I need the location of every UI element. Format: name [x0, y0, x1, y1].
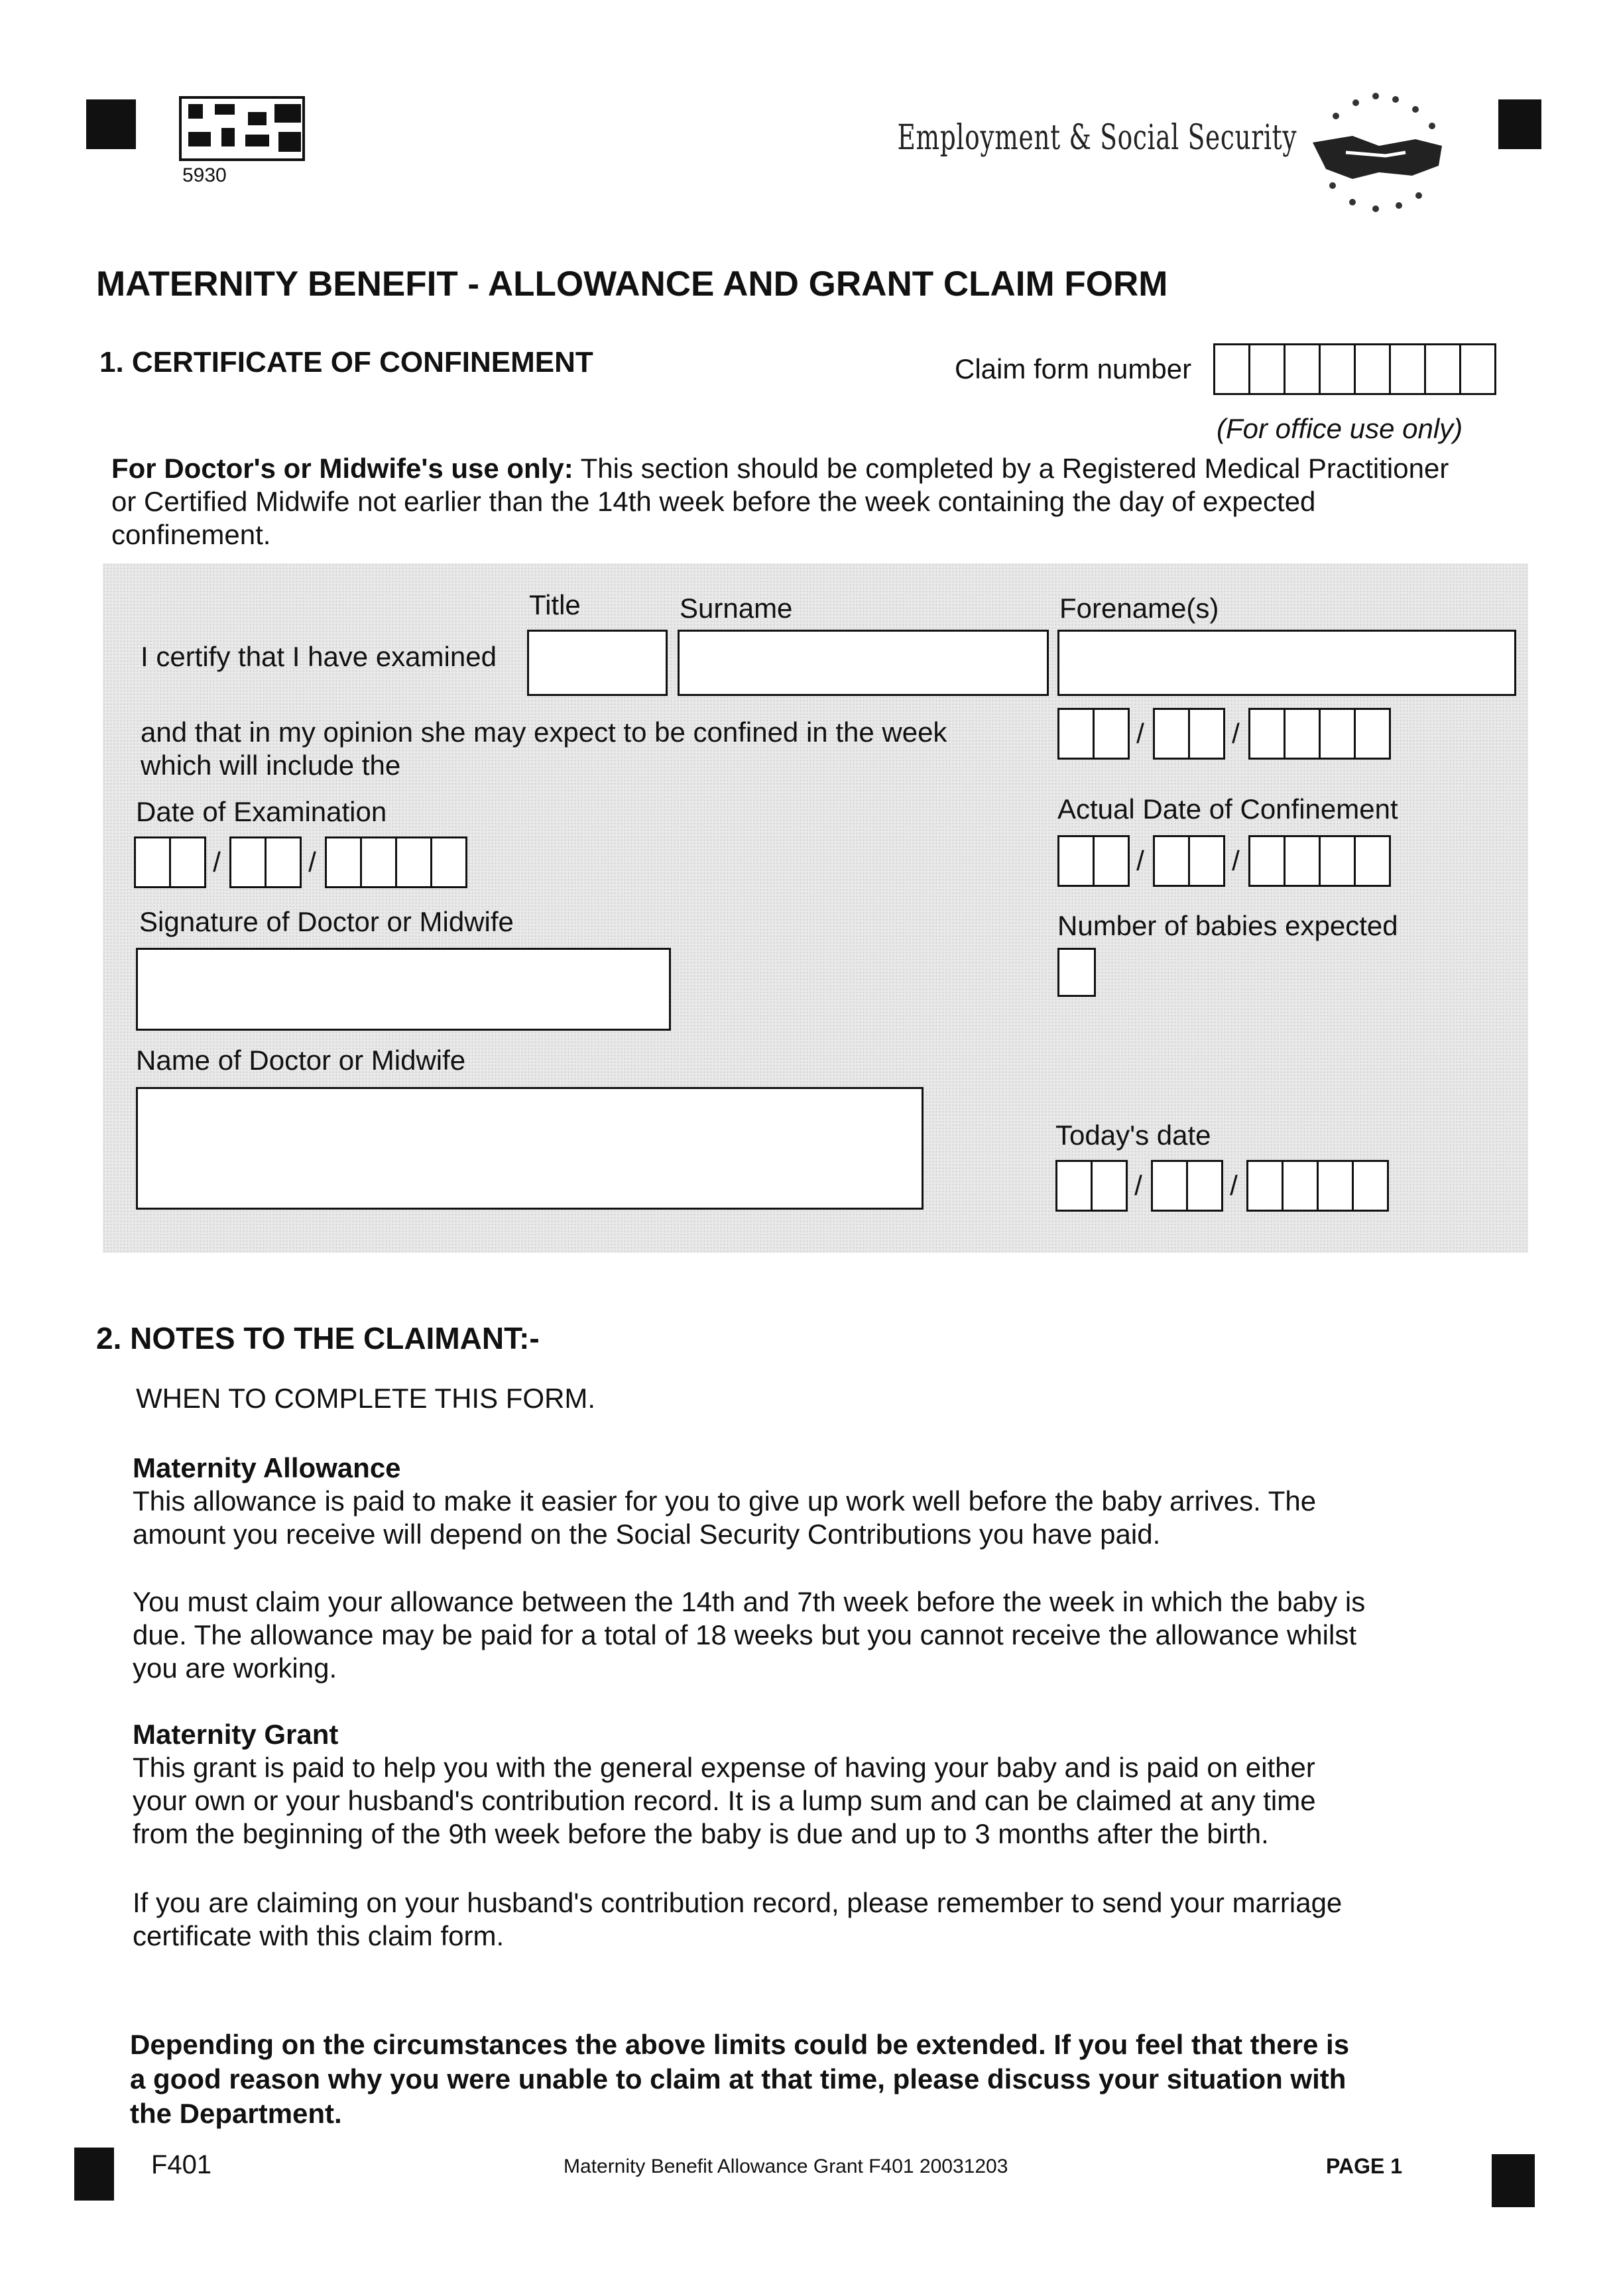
claim-number-label: Claim form number	[955, 353, 1192, 384]
date-day-cell[interactable]	[1057, 708, 1095, 760]
handshake-logo-icon	[1299, 80, 1452, 225]
date-year-cell[interactable]	[1352, 1160, 1389, 1212]
extension-note-line2: a good reason why you were unable to claim at that time, please discuss your situation with	[130, 2063, 1346, 2095]
footer-document-reference: Maternity Benefit Allowance Grant F401 20031203	[564, 2155, 1008, 2177]
date-year-cell[interactable]	[1319, 708, 1356, 760]
date-year-cell[interactable]	[360, 836, 397, 888]
date-year-cell[interactable]	[430, 836, 467, 888]
grant-p1-line3: from the beginning of the 9th week before the baby is due and up to 3 months after the birth.	[133, 1818, 1269, 1849]
date-month-cell[interactable]	[1153, 835, 1190, 887]
claim-number-cell[interactable]	[1213, 343, 1250, 395]
date-year-cell[interactable]	[325, 836, 362, 888]
doctor-instructions-bold: For Doctor's or Midwife's use only:	[111, 453, 573, 484]
date-separator: /	[1232, 845, 1240, 876]
allowance-p2-line3: you are working.	[133, 1652, 337, 1684]
babies-expected-field[interactable]	[1057, 948, 1096, 997]
date-month-cell[interactable]	[1188, 835, 1225, 887]
title-field[interactable]	[527, 630, 668, 696]
title-label: Title	[529, 589, 581, 620]
date-day-cell[interactable]	[1093, 835, 1130, 887]
grant-p2-line1: If you are claiming on your husband's contribution record, please remember to send your marriage	[133, 1887, 1343, 1918]
when-to-complete: WHEN TO COMPLETE THIS FORM.	[136, 1383, 596, 1414]
date-day-cell[interactable]	[134, 836, 171, 888]
allowance-p1-line1: This allowance is paid to make it easier for you to give up work well before the baby arrives. The	[133, 1485, 1317, 1517]
allowance-p2-line1: You must claim your allowance between the 14th and 7th week before the week in which the baby is	[133, 1586, 1366, 1617]
todays-date-field[interactable]	[1055, 1160, 1387, 1212]
date-year-cell[interactable]	[1282, 1160, 1319, 1212]
date-month-cell[interactable]	[265, 836, 302, 888]
date-year-cell[interactable]	[395, 836, 432, 888]
registration-mark-bottom-right	[1492, 2154, 1535, 2207]
date-separator: /	[1232, 718, 1240, 749]
certify-text: I certify that I have examined	[141, 641, 497, 672]
doctor-instructions-line3: confinement.	[111, 519, 271, 550]
date-separator: /	[1134, 1170, 1142, 1201]
doctor-name-field[interactable]	[136, 1087, 924, 1210]
date-day-cell[interactable]	[1055, 1160, 1093, 1212]
date-year-cell[interactable]	[1317, 1160, 1354, 1212]
date-year-cell[interactable]	[1248, 835, 1286, 887]
date-year-cell[interactable]	[1248, 708, 1286, 760]
todays-date-label: Today's date	[1055, 1119, 1211, 1151]
surname-label: Surname	[680, 593, 793, 624]
date-separator: /	[308, 846, 316, 878]
date-separator: /	[213, 846, 221, 878]
allowance-heading: Maternity Allowance	[133, 1452, 401, 1483]
footer-page-number: PAGE 1	[1326, 2154, 1402, 2178]
opinion-text-line2: which will include the	[141, 750, 401, 781]
claim-number-field[interactable]	[1213, 343, 1494, 395]
forename-field[interactable]	[1057, 630, 1516, 696]
claim-number-cell[interactable]	[1389, 343, 1426, 395]
footer-form-code: F401	[151, 2150, 212, 2179]
actual-date-field[interactable]	[1057, 835, 1389, 887]
signature-field[interactable]	[136, 948, 671, 1031]
grant-p2-line2: certificate with this claim form.	[133, 1920, 505, 1951]
grant-p1-line1: This grant is paid to help you with the general expense of having your baby and is paid on either	[133, 1752, 1315, 1783]
expected-week-date-field[interactable]	[1057, 708, 1389, 760]
form-barcode	[179, 96, 305, 161]
date-separator: /	[1230, 1170, 1238, 1201]
claim-number-cell[interactable]	[1284, 343, 1321, 395]
grant-heading: Maternity Grant	[133, 1719, 339, 1750]
date-month-cell[interactable]	[1186, 1160, 1223, 1212]
claim-number-cell[interactable]	[1354, 343, 1391, 395]
exam-date-field[interactable]	[134, 836, 465, 888]
extension-note-line3: the Department.	[130, 2098, 342, 2129]
date-day-cell[interactable]	[169, 836, 206, 888]
date-separator: /	[1136, 845, 1144, 876]
actual-date-label: Actual Date of Confinement	[1057, 793, 1398, 825]
form-title: MATERNITY BENEFIT - ALLOWANCE AND GRANT CLAIM FORM	[96, 264, 1168, 304]
registration-mark-top-left	[86, 99, 136, 149]
doctor-name-label: Name of Doctor or Midwife	[136, 1045, 466, 1076]
date-year-cell[interactable]	[1284, 835, 1321, 887]
signature-label: Signature of Doctor or Midwife	[139, 906, 514, 937]
date-year-cell[interactable]	[1354, 835, 1391, 887]
date-day-cell[interactable]	[1057, 835, 1095, 887]
date-year-cell[interactable]	[1246, 1160, 1284, 1212]
date-month-cell[interactable]	[1151, 1160, 1188, 1212]
registration-mark-top-right	[1498, 99, 1541, 149]
date-month-cell[interactable]	[1188, 708, 1225, 760]
claim-number-cell[interactable]	[1319, 343, 1356, 395]
claim-number-cell[interactable]	[1459, 343, 1496, 395]
babies-label: Number of babies expected	[1057, 910, 1398, 941]
doctor-instructions-line2: or Certified Midwife not earlier than the 14th week before the week containing the day of expected	[111, 486, 1316, 517]
allowance-p2-line2: due. The allowance may be paid for a total of 18 weeks but you cannot receive the allowance whilst	[133, 1619, 1356, 1650]
registration-mark-bottom-left	[74, 2148, 114, 2201]
office-use-note: (For office use only)	[1217, 413, 1463, 444]
exam-date-label: Date of Examination	[136, 796, 387, 827]
opinion-text-line1: and that in my opinion she may expect to be confined in the week	[141, 717, 947, 748]
claim-number-cell[interactable]	[1424, 343, 1461, 395]
date-year-cell[interactable]	[1319, 835, 1356, 887]
allowance-p1-line2: amount you receive will depend on the Social Security Contributions you have paid.	[133, 1519, 1161, 1550]
date-day-cell[interactable]	[1093, 708, 1130, 760]
date-separator: /	[1136, 718, 1144, 749]
date-month-cell[interactable]	[1153, 708, 1190, 760]
surname-field[interactable]	[678, 630, 1049, 696]
grant-p1-line2: your own or your husband's contribution record. It is a lump sum and can be claimed at any time	[133, 1785, 1316, 1816]
date-year-cell[interactable]	[1284, 708, 1321, 760]
form-code: 5930	[182, 164, 227, 186]
section2-heading: 2. NOTES TO THE CLAIMANT:-	[96, 1321, 540, 1355]
extension-note-line1: Depending on the circumstances the above limits could be extended. If you feel that there is	[130, 2029, 1350, 2060]
section1-heading: 1. CERTIFICATE OF CONFINEMENT	[99, 346, 593, 378]
forename-label: Forename(s)	[1059, 593, 1219, 624]
date-year-cell[interactable]	[1354, 708, 1391, 760]
doctor-instructions	[111, 452, 1449, 485]
date-day-cell[interactable]	[1091, 1160, 1128, 1212]
department-logo-text: Employment & Social Security	[897, 118, 1297, 158]
date-month-cell[interactable]	[229, 836, 267, 888]
claim-number-cell[interactable]	[1248, 343, 1286, 395]
doctor-instructions-text: This section should be completed by a Registered Medical Practitioner	[573, 453, 1449, 484]
